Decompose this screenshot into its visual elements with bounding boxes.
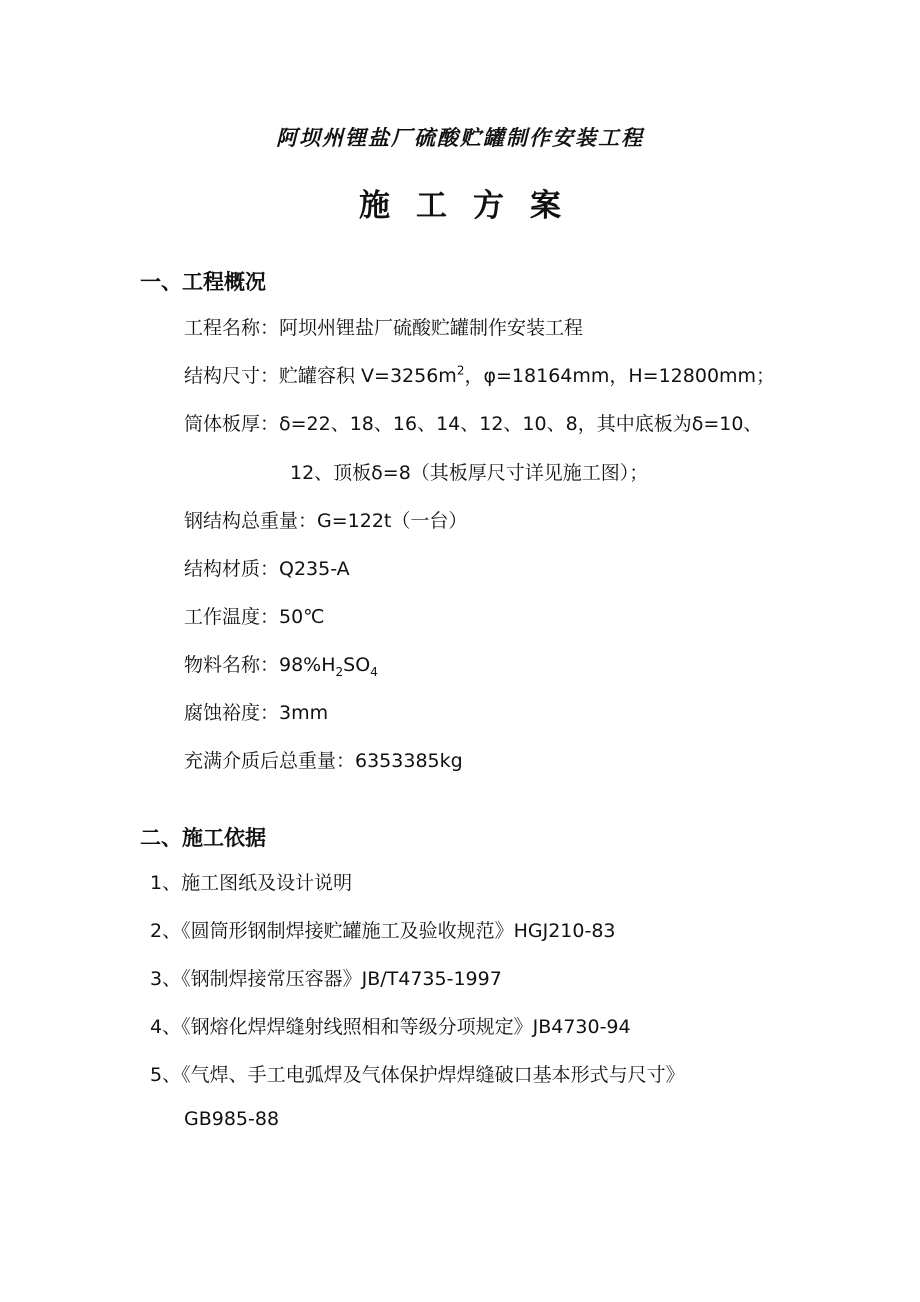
medium-sub-2: 4 <box>370 664 378 679</box>
full-weight-line: 充满介质后总重量：6353385kg <box>184 750 463 772</box>
structure-size-suffix: ，φ=18164mm，H=12800mm； <box>464 365 776 387</box>
medium-line <box>184 650 378 677</box>
document-title: 阿坝州锂盐厂硫酸贮罐制作安装工程 <box>276 126 644 150</box>
total-weight-line: 钢结构总重量：G=122t（一台） <box>184 510 468 532</box>
section-heading-overview: 一、工程概况 <box>140 270 266 294</box>
basis-item: 4、《钢熔化焊焊缝射线照相和等级分项规定》JB4730-94 <box>150 1016 631 1038</box>
project-name-line: 工程名称：阿坝州锂盐厂硫酸贮罐制作安装工程 <box>184 317 584 339</box>
basis-item: 1、施工图纸及设计说明 <box>150 872 353 894</box>
corrosion-line: 腐蚀裕度：3mm <box>184 702 329 724</box>
document-subtitle: 施工方案 <box>359 188 587 224</box>
basis-item: 5、《气焊、手工电弧焊及气体保护焊焊缝破口基本形式与尺寸》 <box>150 1064 685 1086</box>
structure-size-prefix: 结构尺寸：贮罐容积 V=3256m <box>184 365 457 387</box>
shell-thickness-line: 筒体板厚：δ=22、18、16、14、12、10、8，其中底板为δ=10、 <box>184 413 763 435</box>
section-heading-basis: 二、施工依据 <box>140 826 266 850</box>
material-line: 结构材质：Q235-A <box>184 558 350 580</box>
medium-mid: SO <box>343 654 371 676</box>
shell-thickness-continuation: 12、顶板δ=8（其板厚尺寸详见施工图）； <box>290 462 649 484</box>
basis-item-continuation: GB985-88 <box>184 1108 280 1130</box>
medium-sub-1: 2 <box>335 664 344 679</box>
medium-prefix: 物料名称：98%H <box>184 654 336 676</box>
basis-item: 3、《钢制焊接常压容器》JB/T4735-1997 <box>150 968 502 990</box>
basis-item: 2、《圆筒形钢制焊接贮罐施工及验收规范》HGJ210-83 <box>150 920 616 942</box>
temperature-line: 工作温度：50℃ <box>184 606 325 628</box>
structure-size-sup: 2 <box>456 363 465 378</box>
structure-size-line <box>184 361 775 388</box>
